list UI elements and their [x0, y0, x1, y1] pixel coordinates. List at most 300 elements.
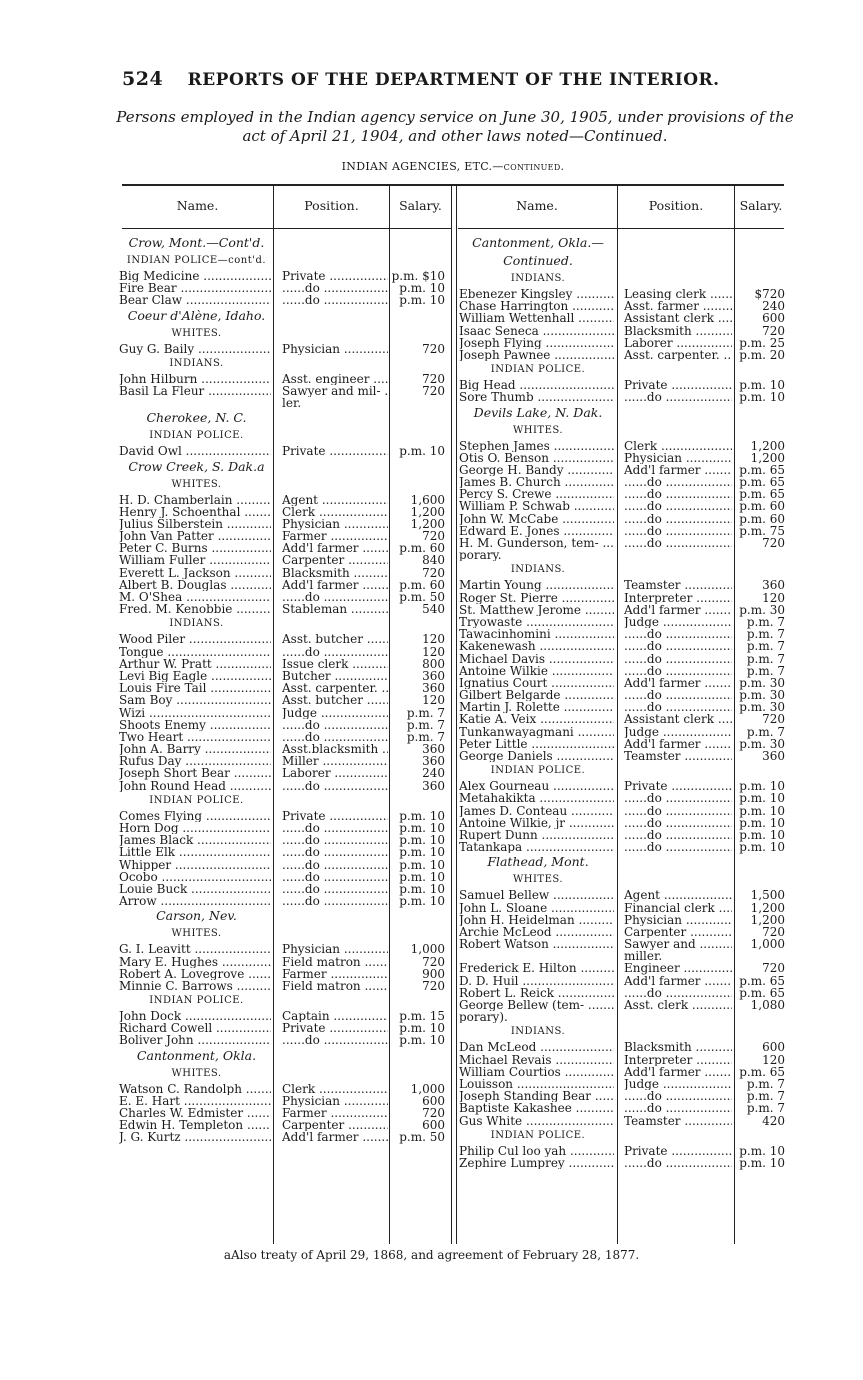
employee-name: G. I. Leavitt .....: [119, 943, 271, 955]
employee-position: Asst.blacksmith .....: [282, 743, 388, 755]
employee-salary: p.m. 10: [399, 821, 445, 835]
table-row: [459, 537, 787, 549]
employee-position: Engineer .....: [624, 962, 732, 974]
employee-name: Levi Big Eagle .....: [119, 670, 271, 682]
employee-salary: p.m. 50: [399, 590, 445, 604]
employee-position: Blacksmith .....: [282, 567, 388, 579]
employee-position: Private .....: [282, 445, 388, 457]
employee-position: Sawyer and mil- .....: [282, 385, 388, 397]
employee-salary: p.m. 10: [739, 827, 785, 842]
employee-position: ......do .....: [624, 792, 732, 804]
table-row: [119, 506, 449, 518]
employee-name: Rufus Day .....: [119, 755, 271, 767]
employee-position: Farmer .....: [282, 968, 388, 980]
employee-salary: p.m. 10: [399, 833, 445, 848]
group-heading: WHITES.: [171, 478, 222, 490]
employee-salary: 900: [422, 966, 445, 981]
employee-salary: 720: [422, 529, 445, 544]
employee-name: E. E. Hart .....: [119, 1095, 271, 1107]
table-row: [459, 325, 787, 337]
employee-position: Asst. butcher .....: [282, 694, 388, 706]
table-row: [459, 817, 787, 829]
table-row: [119, 494, 449, 506]
table-row: [119, 859, 449, 871]
table-row: [459, 962, 787, 974]
employee-position: ......do .....: [282, 834, 388, 846]
employee-name: James Black .....: [119, 834, 271, 846]
table-row: [119, 670, 449, 682]
table-row: [459, 488, 787, 500]
employee-position: ......do .....: [282, 731, 388, 743]
employee-name: Robert Watson .....: [459, 938, 614, 950]
employee-position: Agent .....: [282, 494, 388, 506]
employee-name: Baptiste Kakashee .....: [459, 1102, 614, 1114]
table-row: [119, 707, 449, 719]
table-row: [459, 500, 787, 512]
table-row: [459, 525, 787, 537]
employee-name: Tatankapa .....: [459, 841, 614, 853]
employee-position: Clerk .....: [282, 1083, 388, 1095]
employee-name: Tawacinhomini .....: [459, 628, 614, 640]
employee-name: Boliver John .....: [119, 1034, 271, 1046]
group-heading: WHITES.: [512, 874, 564, 886]
table-row: [459, 914, 787, 926]
employee-position: ......do .....: [282, 871, 388, 883]
employee-name: Ocobo .....: [119, 871, 271, 883]
employee-position: Field matron .....: [282, 980, 388, 992]
employee-position: ......do .....: [624, 987, 732, 999]
employee-salary: p.m. 60: [399, 577, 445, 592]
employee-salary: p.m. 25: [739, 335, 785, 350]
employee-position: Teamster .....: [624, 1115, 732, 1127]
employee-name: J. G. Kurtz .....: [119, 1131, 271, 1143]
employee-name: William Fuller .....: [119, 554, 271, 566]
employee-position: Blacksmith .....: [624, 1041, 732, 1053]
employee-name: Joseph Flying .....: [459, 337, 614, 349]
employee-salary: p.m. 7: [406, 717, 445, 732]
employee-position: Judge .....: [624, 726, 732, 738]
employee-name: Kakenewash .....: [459, 640, 614, 652]
employee-position: Farmer .....: [282, 530, 388, 542]
employee-name: David Owl .....: [119, 445, 271, 457]
table-row: [459, 628, 787, 640]
footnote: aAlso treaty of April 29, 1868, and agreement of February 28, 1877.: [223, 1248, 640, 1262]
employee-name: Louisson .....: [459, 1078, 614, 1090]
employee-position: Issue clerk .....: [282, 658, 388, 670]
table-row: [459, 1066, 787, 1078]
employee-salary: 360: [762, 749, 785, 763]
table-row: [459, 1090, 787, 1102]
employee-salary: 360: [762, 578, 785, 593]
employee-salary: 1,000: [410, 942, 445, 957]
employee-position: Carpenter .....: [282, 1119, 388, 1131]
employee-salary: p.m. 7: [406, 729, 445, 744]
employee-salary: 800: [422, 656, 445, 671]
table-row: [119, 385, 449, 397]
column-header-position: Position.: [648, 198, 704, 213]
table-row: [459, 464, 787, 476]
section-title: INDIAN AGENCIES, ETC.—continued.: [341, 160, 565, 173]
employee-salary: p.m. 30: [739, 602, 785, 617]
employee-name: Whipper .....: [119, 859, 271, 871]
employee-salary: p.m. 10: [399, 808, 445, 823]
employee-salary: p.m. 30: [739, 736, 785, 751]
table-row: [459, 713, 787, 725]
employee-salary: 720: [762, 924, 785, 939]
table-row: [119, 719, 449, 731]
employee-salary: 720: [762, 536, 785, 550]
employee-name: Isaac Seneca .....: [459, 325, 614, 337]
employee-name: D. D. Huil .....: [459, 975, 614, 987]
employee-position: Private .....: [624, 780, 732, 792]
table-row: [459, 938, 787, 950]
employee-name: John A. Barry .....: [119, 743, 271, 755]
employee-name: Martin Young .....: [459, 579, 614, 591]
table-row: [459, 549, 787, 561]
employee-name: Tongue .....: [119, 646, 271, 658]
employee-salary: p.m. 10: [739, 815, 785, 830]
table-row: [119, 343, 449, 355]
employee-position: ......do .....: [624, 488, 732, 500]
employee-position: Add'l farmer .....: [282, 579, 388, 591]
employee-name: Peter C. Burns .....: [119, 542, 271, 554]
employee-position: Carpenter .....: [624, 926, 732, 938]
employee-name: Comes Flying .....: [119, 810, 271, 822]
employee-salary: 720: [422, 954, 445, 969]
employee-salary: p.m. 65: [739, 985, 785, 1000]
employee-name: William P. Schwab .....: [459, 500, 614, 512]
employee-position: Asst. butcher .....: [282, 633, 388, 645]
employee-name: St. Matthew Jerome .....: [459, 604, 614, 616]
group-heading: INDIAN POLICE.: [149, 794, 244, 806]
employee-position: ......do .....: [282, 646, 388, 658]
employee-name: M. O'Shea .....: [119, 591, 271, 603]
employee-name: Ebenezer Kingsley .....: [459, 288, 614, 300]
employee-name: Katie A. Veix .....: [459, 713, 614, 725]
employee-salary: 240: [422, 766, 445, 781]
employee-name: Edwin H. Templeton .....: [119, 1119, 271, 1131]
table-row: [119, 445, 449, 457]
employee-salary: p.m. 65: [739, 973, 785, 988]
group-heading: INDIANS.: [510, 1026, 566, 1038]
employee-salary: 360: [422, 754, 445, 769]
employee-name: Shoots Enemy .....: [119, 719, 271, 731]
column-header-position: Position.: [304, 198, 359, 213]
employee-position: Add'l farmer .....: [624, 604, 732, 616]
employee-salary: p.m. 7: [746, 724, 785, 739]
employee-name: Louie Buck .....: [119, 883, 271, 895]
table-row: [119, 542, 449, 554]
employee-name: Roger St. Pierre .....: [459, 592, 614, 604]
employee-position: Captain .....: [282, 1010, 388, 1022]
table-row: [119, 1083, 449, 1095]
employee-name: Two Heart .....: [119, 731, 271, 743]
employee-name: Martin J. Rolette .....: [459, 701, 614, 713]
employee-salary: p.m. 60: [739, 511, 785, 526]
employee-position: Assistant clerk .....: [624, 713, 732, 725]
employee-salary: p.m. 15: [399, 1009, 445, 1024]
agency-heading: Crow Creek, S. Dak.a: [128, 458, 265, 474]
table-row: [459, 987, 787, 999]
table-row: [459, 604, 787, 616]
column-header-name: Name.: [516, 198, 558, 213]
table-row: [459, 889, 787, 901]
employee-name: Frederick E. Hilton .....: [459, 962, 614, 974]
table-row: [119, 1034, 449, 1046]
table-row: [459, 999, 787, 1011]
table-row: [459, 805, 787, 817]
employee-salary: p.m. 7: [746, 614, 785, 629]
employee-name: Robert A. Lovegrove .....: [119, 968, 271, 980]
employee-position: Clerk .....: [624, 440, 732, 452]
employee-name: John L. Sloane .....: [459, 902, 614, 914]
employee-salary: 1,600: [410, 492, 445, 507]
agency-heading: Flathead, Mont.: [487, 854, 589, 870]
employee-position: ......do .....: [624, 1102, 732, 1114]
employee-position: miller.: [624, 950, 663, 963]
header-rule-left: [122, 228, 451, 229]
employee-name: Arrow .....: [119, 895, 271, 907]
employee-name: Horn Dog .....: [119, 822, 271, 834]
employee-name: John Hilburn .....: [119, 373, 271, 385]
group-heading: INDIAN POLICE.: [490, 765, 586, 777]
employee-name: Basil La Fleur .....: [119, 385, 271, 397]
employee-name: Alex Gourneau .....: [459, 780, 614, 792]
employee-name: Stephen James .....: [459, 440, 614, 452]
employee-salary: 540: [422, 602, 445, 617]
employee-position: Butcher .....: [282, 670, 388, 682]
employee-name: Louis Fire Tail .....: [119, 682, 271, 694]
table-row: [459, 452, 787, 464]
employee-position: Teamster .....: [624, 579, 732, 591]
employee-salary: p.m. 10: [739, 1143, 785, 1158]
employee-salary: 720: [422, 1106, 445, 1120]
employee-salary: p.m. 7: [746, 1101, 785, 1116]
employee-salary: p.m. 10: [399, 869, 445, 884]
employee-name: Guy G. Baily .....: [119, 343, 271, 355]
employee-name: George Daniels .....: [459, 750, 614, 762]
employee-name: Henry J. Schoenthal .....: [119, 506, 271, 518]
employee-name: George Bellew (tem- .....: [459, 999, 614, 1011]
agency-heading: Cantonment, Okla.—: [472, 235, 604, 250]
employee-position: Judge .....: [624, 616, 732, 628]
table-row: [459, 476, 787, 488]
employee-salary: 420: [762, 1113, 785, 1128]
employee-name: Antoine Wilkie .....: [459, 665, 614, 677]
employee-name: Joseph Standing Bear .....: [459, 1090, 614, 1102]
group-heading: WHITES.: [171, 327, 222, 339]
table-row: [119, 294, 449, 306]
page-number: 524: [122, 68, 164, 90]
employee-position: ......do .....: [282, 822, 388, 834]
table-row: [459, 1115, 787, 1127]
employee-position: ......do .....: [282, 1034, 388, 1046]
table-row: [119, 567, 449, 579]
employee-position: Private .....: [624, 379, 732, 391]
employee-salary: p.m. 10: [399, 845, 445, 860]
table-row: [459, 738, 787, 750]
employee-name: Sore Thumb .....: [459, 391, 614, 403]
employee-name: John Van Patter .....: [119, 530, 271, 542]
employee-position: ......do .....: [282, 591, 388, 603]
group-heading: WHITES.: [171, 928, 222, 940]
employee-position: ......do .....: [624, 513, 732, 525]
employee-name: Mary E. Hughes .....: [119, 956, 271, 968]
employee-name: William Wettenhall .....: [459, 312, 614, 324]
employee-position: Add'l farmer .....: [624, 975, 732, 987]
employee-position: Add'l farmer .....: [624, 464, 732, 476]
employee-salary: 720: [762, 712, 785, 727]
employee-position: ......do .....: [282, 282, 388, 294]
employee-salary: 600: [422, 1118, 445, 1133]
table-row: [459, 349, 787, 361]
employee-name: Samuel Bellew .....: [459, 889, 614, 901]
employee-position: Interpreter .....: [624, 592, 732, 604]
employee-salary: p.m. 10: [739, 390, 785, 405]
employee-name: Ignatius Court .....: [459, 677, 614, 689]
agency-heading: Continued.: [503, 253, 573, 268]
table-row: [459, 616, 787, 628]
table-row: [459, 513, 787, 525]
employee-position: ......do .....: [624, 537, 732, 549]
employee-position: ......do .....: [282, 846, 388, 858]
group-heading: INDIAN POLICE.: [490, 364, 586, 376]
group-heading: INDIANS.: [510, 564, 566, 576]
employee-name: Dan McLeod .....: [459, 1041, 614, 1053]
table-row: [459, 701, 787, 713]
employee-position: ......do .....: [282, 294, 388, 306]
employee-name: Percy S. Crewe .....: [459, 488, 614, 500]
employee-name: Everett L. Jackson .....: [119, 567, 271, 579]
employee-position: ......do .....: [282, 859, 388, 871]
employee-name: Edward E. Jones .....: [459, 525, 614, 537]
employee-name: James B. Church .....: [459, 476, 614, 488]
employee-name: Arthur W. Pratt .....: [119, 658, 271, 670]
employee-name: Charles W. Edmister .....: [119, 1107, 271, 1119]
employee-name: Otis O. Benson .....: [459, 452, 614, 464]
table-row: [459, 975, 787, 987]
employee-salary: 1,200: [750, 450, 785, 465]
employee-salary: p.m. 60: [739, 499, 785, 514]
employee-salary: 1,080: [750, 998, 785, 1012]
employee-salary: 720: [422, 565, 445, 580]
table-row: [459, 726, 787, 738]
employee-position: ......do .....: [624, 391, 732, 403]
employee-name: Metahakikta .....: [459, 792, 614, 804]
employee-position: Farmer .....: [282, 1107, 388, 1119]
employee-position: Financial clerk .....: [624, 902, 732, 914]
table-row: [119, 968, 449, 980]
employee-name: porary.: [459, 549, 502, 562]
table-row: [459, 640, 787, 652]
employee-position: Add'l farmer .....: [624, 738, 732, 750]
employee-position: Asst. engineer .....: [282, 373, 388, 385]
employee-position: ler.: [282, 397, 302, 410]
employee-salary: p.m. 30: [739, 675, 785, 690]
employee-name: Michael Revais .....: [459, 1054, 614, 1066]
employee-salary: 120: [762, 1052, 785, 1067]
table-row: [459, 665, 787, 677]
table-row: [459, 337, 787, 349]
employee-salary: p.m. $10: [391, 269, 445, 283]
employee-salary: p.m. 10: [399, 293, 445, 308]
table-row: [119, 895, 449, 907]
employee-salary: 120: [422, 632, 445, 647]
column-header-salary: Salary.: [739, 198, 783, 213]
employee-name: Wood Piler .....: [119, 633, 271, 645]
employee-salary: 1,000: [750, 937, 785, 952]
employee-position: Clerk .....: [282, 506, 388, 518]
group-heading: INDIAN POLICE—cont'd.: [126, 255, 267, 266]
employee-position: Laborer .....: [624, 337, 732, 349]
employee-position: ......do .....: [624, 628, 732, 640]
group-heading: INDIANS.: [169, 618, 224, 630]
employee-salary: p.m. 10: [739, 840, 785, 855]
employee-name: Fire Bear .....: [119, 282, 271, 294]
group-heading: INDIANS.: [169, 357, 224, 369]
employee-position: ......do .....: [624, 689, 732, 701]
group-heading: INDIANS.: [510, 273, 566, 284]
employee-position: Miller .....: [282, 755, 388, 767]
employee-salary: 360: [422, 668, 445, 683]
table-row: [459, 300, 787, 312]
employee-name: Wizi .....: [119, 707, 271, 719]
employee-position: Judge .....: [624, 1078, 732, 1090]
employee-salary: p.m. 10: [739, 803, 785, 818]
agency-heading: Crow, Mont.—Cont'd.: [128, 235, 265, 250]
agency-heading: Carson, Nev.: [156, 908, 237, 924]
employee-name: H. D. Chamberlain .....: [119, 494, 271, 506]
employee-position: Private .....: [624, 1145, 732, 1157]
employee-salary: 600: [762, 1040, 785, 1055]
col-divider-double: [451, 186, 452, 1244]
employee-position: ......do .....: [624, 525, 732, 537]
table-row: [459, 780, 787, 792]
table-row: [119, 633, 449, 645]
employee-salary: p.m. 7: [746, 663, 785, 678]
employee-name: porary).: [459, 1011, 508, 1024]
employee-salary: 720: [422, 978, 445, 993]
employee-salary: 840: [422, 553, 445, 568]
table-row: [459, 1078, 787, 1090]
employee-salary: p.m. 65: [739, 487, 785, 502]
employee-position: Asst. carpenter. .....: [624, 349, 732, 361]
employee-name: Zephire Lumprey .....: [459, 1157, 614, 1169]
employee-position: Leasing clerk .....: [624, 288, 732, 300]
employee-position: Stableman .....: [282, 603, 388, 615]
employee-salary: $720: [754, 287, 785, 301]
employee-name: Big Medicine .....: [119, 270, 271, 282]
employee-position: ......do .....: [624, 1157, 732, 1169]
employee-position: Physician .....: [282, 943, 388, 955]
employee-position: Judge .....: [282, 707, 388, 719]
employee-position: Physician .....: [282, 1095, 388, 1107]
table-row: [119, 646, 449, 658]
employee-position: ......do .....: [282, 780, 388, 792]
employee-salary: p.m. 65: [739, 1064, 785, 1079]
employee-salary: 360: [422, 742, 445, 757]
employee-salary: p.m. 10: [399, 881, 445, 896]
table-row: [119, 743, 449, 755]
employee-position: ......do .....: [624, 701, 732, 713]
employee-salary: p.m. 10: [399, 1033, 445, 1048]
table-column-left: [119, 234, 449, 1144]
employee-name: Joseph Short Bear .....: [119, 767, 271, 779]
employee-salary: 1,000: [410, 1081, 445, 1096]
employee-position: Carpenter .....: [282, 554, 388, 566]
employee-salary: p.m. 50: [399, 1130, 445, 1145]
employee-position: Private .....: [282, 1022, 388, 1034]
